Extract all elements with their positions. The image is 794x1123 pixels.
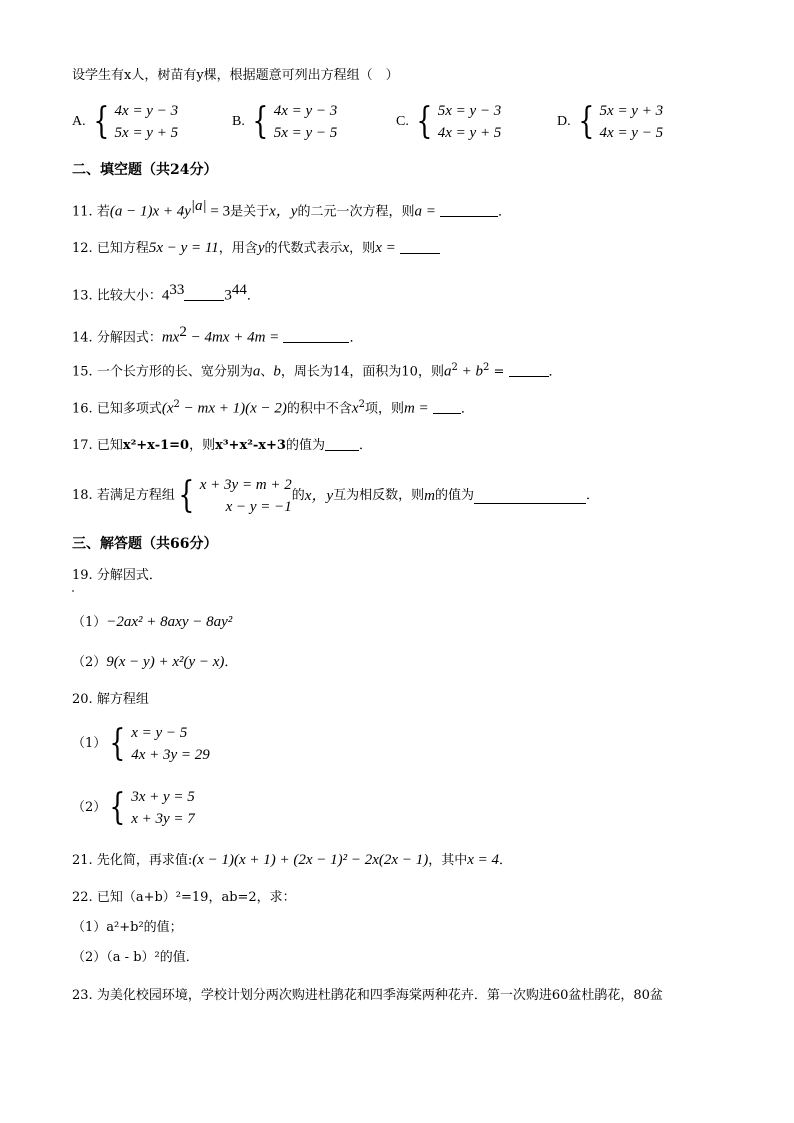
q12-answer-blank[interactable]	[400, 239, 440, 254]
stray-dot	[72, 590, 74, 592]
q20-part1: （1） { x = y − 5 4x + 3y = 29	[72, 723, 210, 764]
q10-option-a: A. { 4x = y − 3 5x = y + 5	[72, 101, 179, 142]
q10-option-c: C. { 5x = y − 3 4x = y + 5	[396, 101, 502, 142]
q22: 22. 已知（a+b）²=19，ab=2，求：	[72, 890, 296, 905]
q19-part2: （2）9(x − y) + x²(y − x)．	[72, 654, 238, 670]
q19-part1: （1）−2ax² + 8axy − 8ay²	[72, 614, 233, 630]
q10-stem: 设学生有x人，树苗有y棵，根据题意可列出方程组（ ）	[72, 68, 399, 83]
q10-option-d: D. { 5x = y + 3 4x = y − 5	[557, 101, 664, 142]
q12: 12. 已知方程5x − y = 11，用含y的代数式表示x，则x =	[72, 238, 440, 259]
q22-part1: （1）a²+b²的值；	[72, 920, 183, 935]
q16: 16. 已知多项式($x^2$ − mx + 1)(x − 2)的积中不含$x^2$项，则m = ．	[72, 399, 474, 417]
q22-part2: （2）（a - b）²的值．	[72, 950, 199, 965]
q17-answer-blank[interactable]	[325, 436, 359, 451]
q11: 11. 若$(a - 1)x + 4y^{|a|} = 3$是关于x，y的二元一次方程，则a = ．	[72, 198, 512, 220]
q10-option-b: B. { 4x = y − 3 5x = y − 5	[232, 101, 338, 142]
q13-answer-blank[interactable]	[184, 286, 224, 301]
q16-answer-blank[interactable]	[433, 399, 461, 414]
q14-answer-blank[interactable]	[283, 328, 349, 343]
q21: 21. 先化简，再求值:(x − 1)(x + 1) + (2x − 1)² − 2x(2x − 1)，其中x = 4．	[72, 852, 513, 868]
q20-title: 20. 解方程组	[72, 692, 149, 707]
section-2-title: 二、填空题（共24分）	[72, 162, 218, 178]
q19-title: 19. 分解因式．	[72, 568, 162, 583]
q18-answer-blank[interactable]	[474, 489, 586, 504]
q18: 18. 若满足方程组 { x + 3y = m + 2 x − y = −1 的 x，y 互为相反数，则 m 的值为 ．	[72, 475, 599, 516]
q15: 15. 一个长方形的长、宽分别为a、b，周长为14，面积为10，则$a^2 + b^2$ = ．	[72, 362, 562, 380]
q13: 13. 比较大小：$4^{33}$ $3^{44}$．	[72, 282, 260, 304]
q15-answer-blank[interactable]	[509, 362, 549, 377]
q17: 17. 已知x²+x-1=0，则x³+x²-x+3的值为 ．	[72, 438, 373, 453]
q14: 14. 分解因式：$mx^2 - 4mx + 4m$ = ．	[72, 324, 363, 346]
q20-part2: （2） { 3x + y = 5 x + 3y = 7	[72, 787, 195, 828]
section-3-title: 三、解答题（共66分）	[72, 536, 218, 552]
q23: 23. 为美化校园环境，学校计划分两次购进杜鹃花和四季海棠两种花卉．第一次购进60盆杜鹃花，80盆	[72, 988, 663, 1003]
q11-answer-blank[interactable]	[440, 202, 498, 217]
